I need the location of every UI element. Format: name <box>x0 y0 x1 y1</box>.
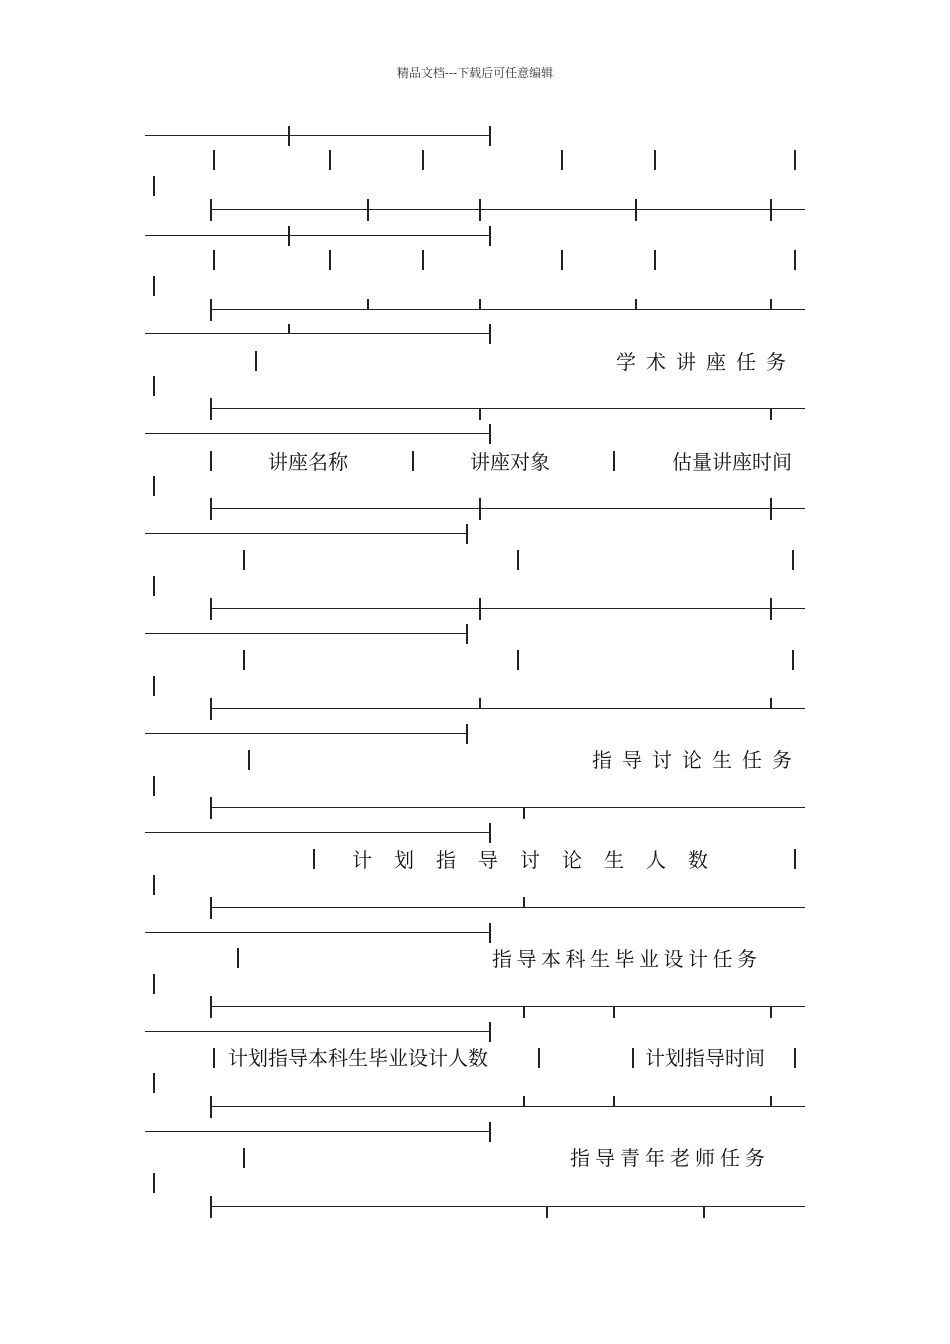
lecture-target-header: 讲座对象 <box>470 450 550 474</box>
undergrad-count-label: 计划指导本科生毕业设计人数 <box>228 1046 488 1070</box>
young-teacher-task-title: 指导青年老师任务 <box>570 1146 770 1170</box>
graduate-task-title: 指导讨论生任务 <box>592 748 802 772</box>
graduate-count-label: 计划指导讨论生人数 <box>352 848 730 872</box>
lecture-task-title: 学术讲座任务 <box>616 350 796 374</box>
lecture-name-header: 讲座名称 <box>268 450 348 474</box>
undergrad-time-label: 计划指导时间 <box>645 1046 765 1070</box>
page-header: 精品文档---下载后可任意编辑 <box>396 66 554 80</box>
lecture-time-header: 估量讲座时间 <box>672 450 792 474</box>
undergrad-task-title: 指导本科生毕业设计任务 <box>492 947 762 971</box>
